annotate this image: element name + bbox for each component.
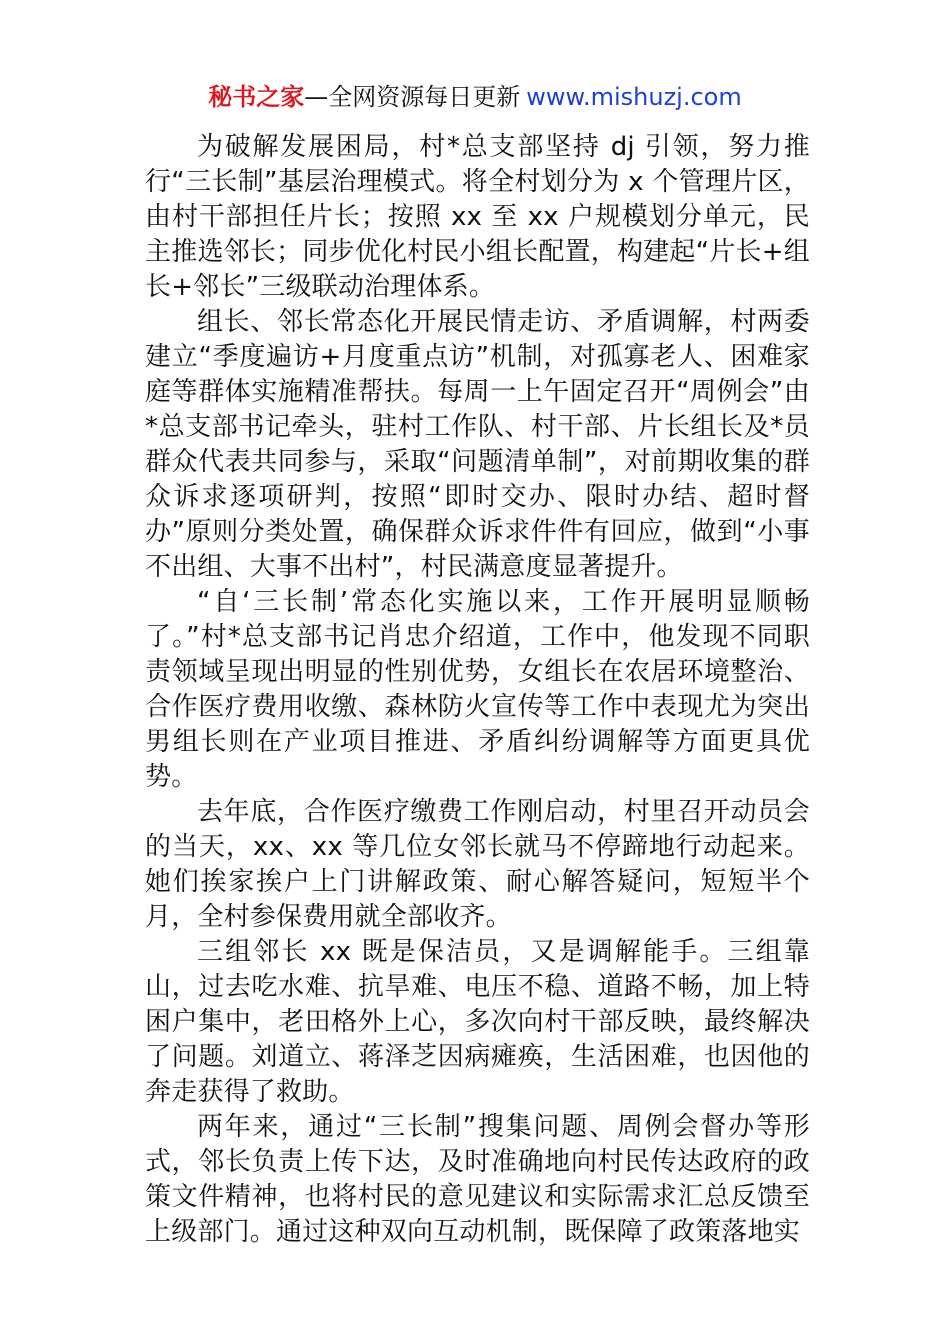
paragraph: 三组邻长 xx 既是保洁员，又是调解能手。三组靠山，过去吃水难、抗旱难、电压不稳、道路不畅，加上特困户集中，老田格外上心，多次向村干部反映，最终解决了问题。刘道立、蒋泽芝因病瘫痪，生活困难，也因他的奔走获得了救助。 [145, 937, 810, 1107]
brand-name: 秘书之家 [208, 83, 305, 111]
paragraph: 为破解发展困局，村*总支部坚持 dj 引领，努力推行“三长制”基层治理模式。将全村划分为 x 个管理片区，由村干部担任片长；按照 xx 至 xx 户规模划分单元，民主推选邻长；同步优化村民小组长配置，构建起“片长+组长+邻长”三级联动治理体系。 [145, 132, 810, 302]
site-header [0, 80, 950, 114]
paragraph: 去年底，合作医疗缴费工作刚启动，村里召开动员会的当天，xx、xx 等几位女邻长就马不停蹄地行动起来。她们挨家挨户上门讲解政策、耐心解答疑问，短短半个月，全村参保费用就全部收齐。 [145, 797, 810, 932]
site-url-link[interactable]: www.mishuzj.com [526, 83, 742, 111]
document-body [145, 130, 810, 1250]
paragraph: 两年来，通过“三长制”搜集问题、周例会督办等形式，邻长负责上传下达，及时准确地向村民传达政府的政策文件精神，也将村民的意见建议和实际需求汇总反馈至上级部门。通过这种双向互动机制，既保障了政策落地实 [145, 1112, 810, 1247]
header-tagline: —全网资源每日更新 [304, 83, 521, 111]
paragraph: “自‘三长制’常态化实施以来，工作开展明显顺畅了。”村*总支部书记肖忠介绍道，工作中，他发现不同职责领域呈现出明显的性别优势，女组长在农居环境整治、合作医疗费用收缴、森林防火宣传等工作中表现尤为突出男组长则在产业项目推进、矛盾纠纷调解等方面更具优势。 [145, 587, 810, 792]
paragraph: 组长、邻长常态化开展民情走访、矛盾调解，村两委建立“季度遍访+月度重点访”机制，对孤寡老人、困难家庭等群体实施精准帮扶。每周一上午固定召开“周例会”由*总支部书记牵头，驻村工作队、村干部、片长组长及*员群众代表共同参与，采取“问题清单制”，对前期收集的群众诉求逐项研判，按照“即时交办、限时办结、超时督办”原则分类处置，确保群众诉求件件有回应，做到“小事不出组、大事不出村”，村民满意度显著提升。 [145, 307, 810, 582]
